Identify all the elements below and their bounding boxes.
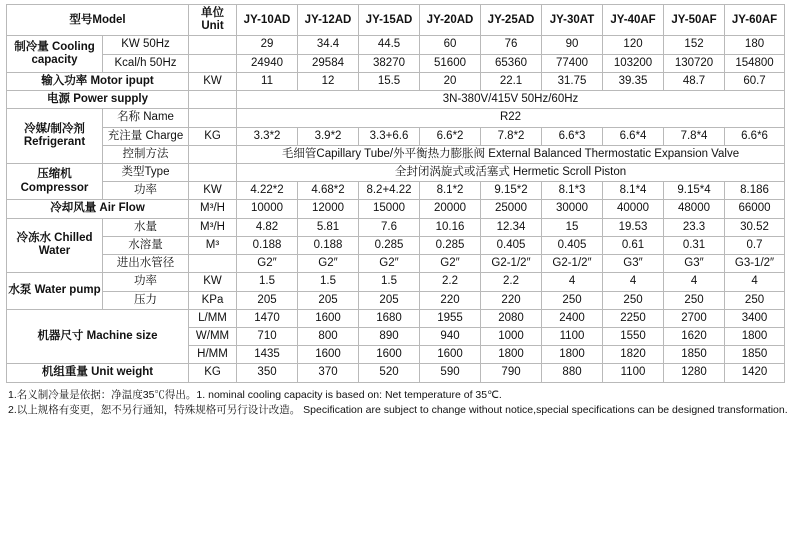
cell-value: 152 (664, 36, 725, 54)
cell-value: 8.1*2 (420, 182, 481, 200)
cell-value: 2400 (542, 309, 603, 327)
row-unit: KG (189, 127, 237, 145)
row-unit (189, 163, 237, 181)
cell-value: 1100 (542, 327, 603, 345)
row-unit: W/MM (189, 327, 237, 345)
cell-value: 30.52 (725, 218, 785, 236)
row-unit: H/MM (189, 346, 237, 364)
cell-value: 0.285 (359, 236, 420, 254)
cell-span-value: 全封闭涡旋式或活塞式 Hermetic Scroll Piston (237, 163, 785, 181)
row-unit: KPa (189, 291, 237, 309)
cell-value: 1955 (420, 309, 481, 327)
table-row (7, 273, 785, 291)
cell-value: 1100 (603, 364, 664, 382)
cell-value: 4.68*2 (298, 182, 359, 200)
footnote-2: 2.以上规格有变更，恕不另行通知，特殊规格可另行设计改造。 Specification are subject to change without notice,special specifications can be designed transformation. (8, 404, 788, 417)
model-column-7: JY-50AF (664, 5, 725, 36)
cell-value: 48000 (664, 200, 725, 218)
row-label-water-pump: 水泵 Water pump (7, 273, 103, 309)
cell-value: 0.188 (237, 236, 298, 254)
cell-value: 790 (481, 364, 542, 382)
cell-value: G2-1/2″ (542, 255, 603, 273)
cell-value: G3-1/2″ (725, 255, 785, 273)
cell-value: 0.285 (420, 236, 481, 254)
cell-value: 1.5 (298, 273, 359, 291)
cell-value: 0.188 (298, 236, 359, 254)
table-row (7, 255, 785, 273)
cell-value: 48.7 (664, 72, 725, 90)
cell-value: 370 (298, 364, 359, 382)
cell-value: 10.16 (420, 218, 481, 236)
cell-value: 8.2+4.22 (359, 182, 420, 200)
cell-value: 1820 (603, 346, 664, 364)
cell-value: 1.5 (359, 273, 420, 291)
cell-value: 2080 (481, 309, 542, 327)
cell-value: 29 (237, 36, 298, 54)
row-unit (189, 109, 237, 127)
cell-value: 6.6*3 (542, 127, 603, 145)
row-unit (189, 255, 237, 273)
cell-value: 4.22*2 (237, 182, 298, 200)
cell-value: 39.35 (603, 72, 664, 90)
cell-value: 120 (603, 36, 664, 54)
cell-value: 3.3*2 (237, 127, 298, 145)
cell-value: 51600 (420, 54, 481, 72)
cell-value: 10000 (237, 200, 298, 218)
row-unit (189, 91, 237, 109)
model-column-2: JY-15AD (359, 5, 420, 36)
model-column-8: JY-60AF (725, 5, 785, 36)
cell-value: 590 (420, 364, 481, 382)
table-header-row (7, 5, 785, 36)
cell-value: 4.82 (237, 218, 298, 236)
cell-value: 7.8*2 (481, 127, 542, 145)
footnote-1: 1.名义制冷量是依据：净温度35℃得出。1. nominal cooling capacity is based on: Net temperature of 35℃. (8, 388, 502, 401)
model-column-5: JY-30AT (542, 5, 603, 36)
cell-value: 3.9*2 (298, 127, 359, 145)
cell-value: 24940 (237, 54, 298, 72)
cell-value: 710 (237, 327, 298, 345)
cell-value: 31.75 (542, 72, 603, 90)
cell-value: 6.6*4 (603, 127, 664, 145)
cell-value: 65360 (481, 54, 542, 72)
cell-value: 1800 (725, 327, 785, 345)
cell-value: 890 (359, 327, 420, 345)
cell-value: 1850 (725, 346, 785, 364)
cell-value: 20 (420, 72, 481, 90)
row-sublabel: 进出水管径 (103, 255, 189, 273)
cell-value: 30000 (542, 200, 603, 218)
cell-value: G2″ (298, 255, 359, 273)
cell-value: 15.5 (359, 72, 420, 90)
cell-value: 1600 (359, 346, 420, 364)
cell-value: 1550 (603, 327, 664, 345)
cell-value: 19.53 (603, 218, 664, 236)
row-unit: KW (189, 182, 237, 200)
cell-value: 20000 (420, 200, 481, 218)
cell-value: 940 (420, 327, 481, 345)
cell-value: 1800 (542, 346, 603, 364)
cell-value: 1.5 (237, 273, 298, 291)
specification-table (6, 4, 785, 383)
cell-value: 250 (603, 291, 664, 309)
row-sublabel: 压力 (103, 291, 189, 309)
table-row (7, 109, 785, 127)
cell-value: 38270 (359, 54, 420, 72)
cell-value: 220 (420, 291, 481, 309)
cell-value: 1000 (481, 327, 542, 345)
cell-value: 205 (298, 291, 359, 309)
cell-value: G2″ (359, 255, 420, 273)
cell-value: 2.2 (420, 273, 481, 291)
cell-value: 1680 (359, 309, 420, 327)
table-row (7, 236, 785, 254)
cell-value: 1420 (725, 364, 785, 382)
cell-value: 1600 (298, 346, 359, 364)
cell-value: 205 (237, 291, 298, 309)
cell-value: 11 (237, 72, 298, 90)
table-row (7, 182, 785, 200)
table-row (7, 291, 785, 309)
cell-value: 250 (664, 291, 725, 309)
cell-value: 25000 (481, 200, 542, 218)
cell-value: 130720 (664, 54, 725, 72)
row-label-motor-input: 输入功率 Motor ipupt (7, 72, 189, 90)
cell-value: 60 (420, 36, 481, 54)
row-unit: KG (189, 364, 237, 382)
row-unit (189, 145, 237, 163)
cell-value: 40000 (603, 200, 664, 218)
model-column-0: JY-10AD (237, 5, 298, 36)
row-unit: L/MM (189, 309, 237, 327)
row-sublabel: 控制方法 (103, 145, 189, 163)
cell-value: 4 (664, 273, 725, 291)
cell-value: 1620 (664, 327, 725, 345)
cell-value: 1435 (237, 346, 298, 364)
cell-value: 9.15*4 (664, 182, 725, 200)
cell-span-value: 3N-380V/415V 50Hz/60Hz (237, 91, 785, 109)
cell-value: 250 (725, 291, 785, 309)
cell-value: 9.15*2 (481, 182, 542, 200)
cell-value: 1800 (481, 346, 542, 364)
cell-value: 8.1*4 (603, 182, 664, 200)
cell-value: 1470 (237, 309, 298, 327)
cell-value: 3400 (725, 309, 785, 327)
row-label-power-supply: 电源 Power supply (7, 91, 189, 109)
cell-value: 0.31 (664, 236, 725, 254)
table-row (7, 127, 785, 145)
cell-value: 2250 (603, 309, 664, 327)
cell-value: 180 (725, 36, 785, 54)
cell-value: G2″ (237, 255, 298, 273)
row-sublabel: 功率 (103, 182, 189, 200)
cell-value: 220 (481, 291, 542, 309)
cell-value: 4 (725, 273, 785, 291)
cell-value: 0.405 (481, 236, 542, 254)
cell-value: 1280 (664, 364, 725, 382)
cell-span-value: 毛细管Capillary Tube/外平衡热力膨胀阀 External Balanced Thermostatic Expansion Valve (237, 145, 785, 163)
row-sublabel: 功率 (103, 273, 189, 291)
cell-value: 0.7 (725, 236, 785, 254)
row-label-cooling-capacity: 制冷量 Cooling capacity (7, 36, 103, 72)
cell-value: 12.34 (481, 218, 542, 236)
row-unit (189, 36, 237, 54)
cell-value: 12000 (298, 200, 359, 218)
cell-value: 8.1*3 (542, 182, 603, 200)
table-row (7, 200, 785, 218)
cell-value: 2700 (664, 309, 725, 327)
model-column-6: JY-40AF (603, 5, 664, 36)
cell-value: 205 (359, 291, 420, 309)
row-unit: M³ (189, 236, 237, 254)
row-label-air-flow: 冷却风量 Air Flow (7, 200, 189, 218)
model-header: 型号Model (7, 5, 189, 36)
cell-value: 66000 (725, 200, 785, 218)
cell-value: 1850 (664, 346, 725, 364)
cell-span-value: R22 (237, 109, 785, 127)
cell-value: 520 (359, 364, 420, 382)
cell-value: 4 (603, 273, 664, 291)
table-row (7, 309, 785, 327)
cell-value: 3.3+6.6 (359, 127, 420, 145)
cell-value: 2.2 (481, 273, 542, 291)
row-unit: M³/H (189, 200, 237, 218)
row-unit (189, 54, 237, 72)
cell-value: 7.8*4 (664, 127, 725, 145)
cell-value: 15000 (359, 200, 420, 218)
cell-value: 7.6 (359, 218, 420, 236)
table-row (7, 145, 785, 163)
cell-value: 34.4 (298, 36, 359, 54)
cell-value: 76 (481, 36, 542, 54)
row-sublabel: 充注量 Charge (103, 127, 189, 145)
cell-value: 60.7 (725, 72, 785, 90)
cell-value: 5.81 (298, 218, 359, 236)
cell-value: G2-1/2″ (481, 255, 542, 273)
model-column-1: JY-12AD (298, 5, 359, 36)
cell-value: 8.186 (725, 182, 785, 200)
cell-value: 880 (542, 364, 603, 382)
cell-value: 103200 (603, 54, 664, 72)
cell-value: 77400 (542, 54, 603, 72)
cell-value: G2″ (420, 255, 481, 273)
cell-value: 44.5 (359, 36, 420, 54)
cell-value: 6.6*6 (725, 127, 785, 145)
cell-value: 22.1 (481, 72, 542, 90)
table-row (7, 72, 785, 90)
table-row (7, 364, 785, 382)
table-row (7, 54, 785, 72)
row-unit: KW (189, 72, 237, 90)
table-row (7, 163, 785, 181)
cell-value: 0.405 (542, 236, 603, 254)
row-unit: KW (189, 273, 237, 291)
cell-value: 1600 (420, 346, 481, 364)
row-sublabel: KW 50Hz (103, 36, 189, 54)
cell-value: 350 (237, 364, 298, 382)
row-label-chilled-water: 冷冻水 Chilled Water (7, 218, 103, 273)
row-sublabel: 水量 (103, 218, 189, 236)
cell-value: 90 (542, 36, 603, 54)
table-row (7, 218, 785, 236)
row-label-unit-weight: 机组重量 Unit weight (7, 364, 189, 382)
cell-value: 0.61 (603, 236, 664, 254)
row-label-compressor: 压缩机 Compressor (7, 163, 103, 199)
cell-value: 29584 (298, 54, 359, 72)
table-row (7, 36, 785, 54)
cell-value: 23.3 (664, 218, 725, 236)
row-sublabel: Kcal/h 50Hz (103, 54, 189, 72)
cell-value: G3″ (603, 255, 664, 273)
row-sublabel: 水溶量 (103, 236, 189, 254)
row-label-refrigerant: 冷媒/制冷剂 Refrigerant (7, 109, 103, 164)
row-unit: M³/H (189, 218, 237, 236)
cell-value: 4 (542, 273, 603, 291)
cell-value: G3″ (664, 255, 725, 273)
cell-value: 800 (298, 327, 359, 345)
row-sublabel: 名称 Name (103, 109, 189, 127)
cell-value: 1600 (298, 309, 359, 327)
cell-value: 250 (542, 291, 603, 309)
model-column-3: JY-20AD (420, 5, 481, 36)
row-label-machine-size: 机器尺寸 Machine size (7, 309, 189, 364)
cell-value: 12 (298, 72, 359, 90)
model-column-4: JY-25AD (481, 5, 542, 36)
cell-value: 154800 (725, 54, 785, 72)
cell-value: 6.6*2 (420, 127, 481, 145)
unit-header: 单位Unit (189, 5, 237, 36)
table-row (7, 91, 785, 109)
cell-value: 15 (542, 218, 603, 236)
footnotes (6, 388, 788, 420)
row-sublabel: 类型Type (103, 163, 189, 181)
